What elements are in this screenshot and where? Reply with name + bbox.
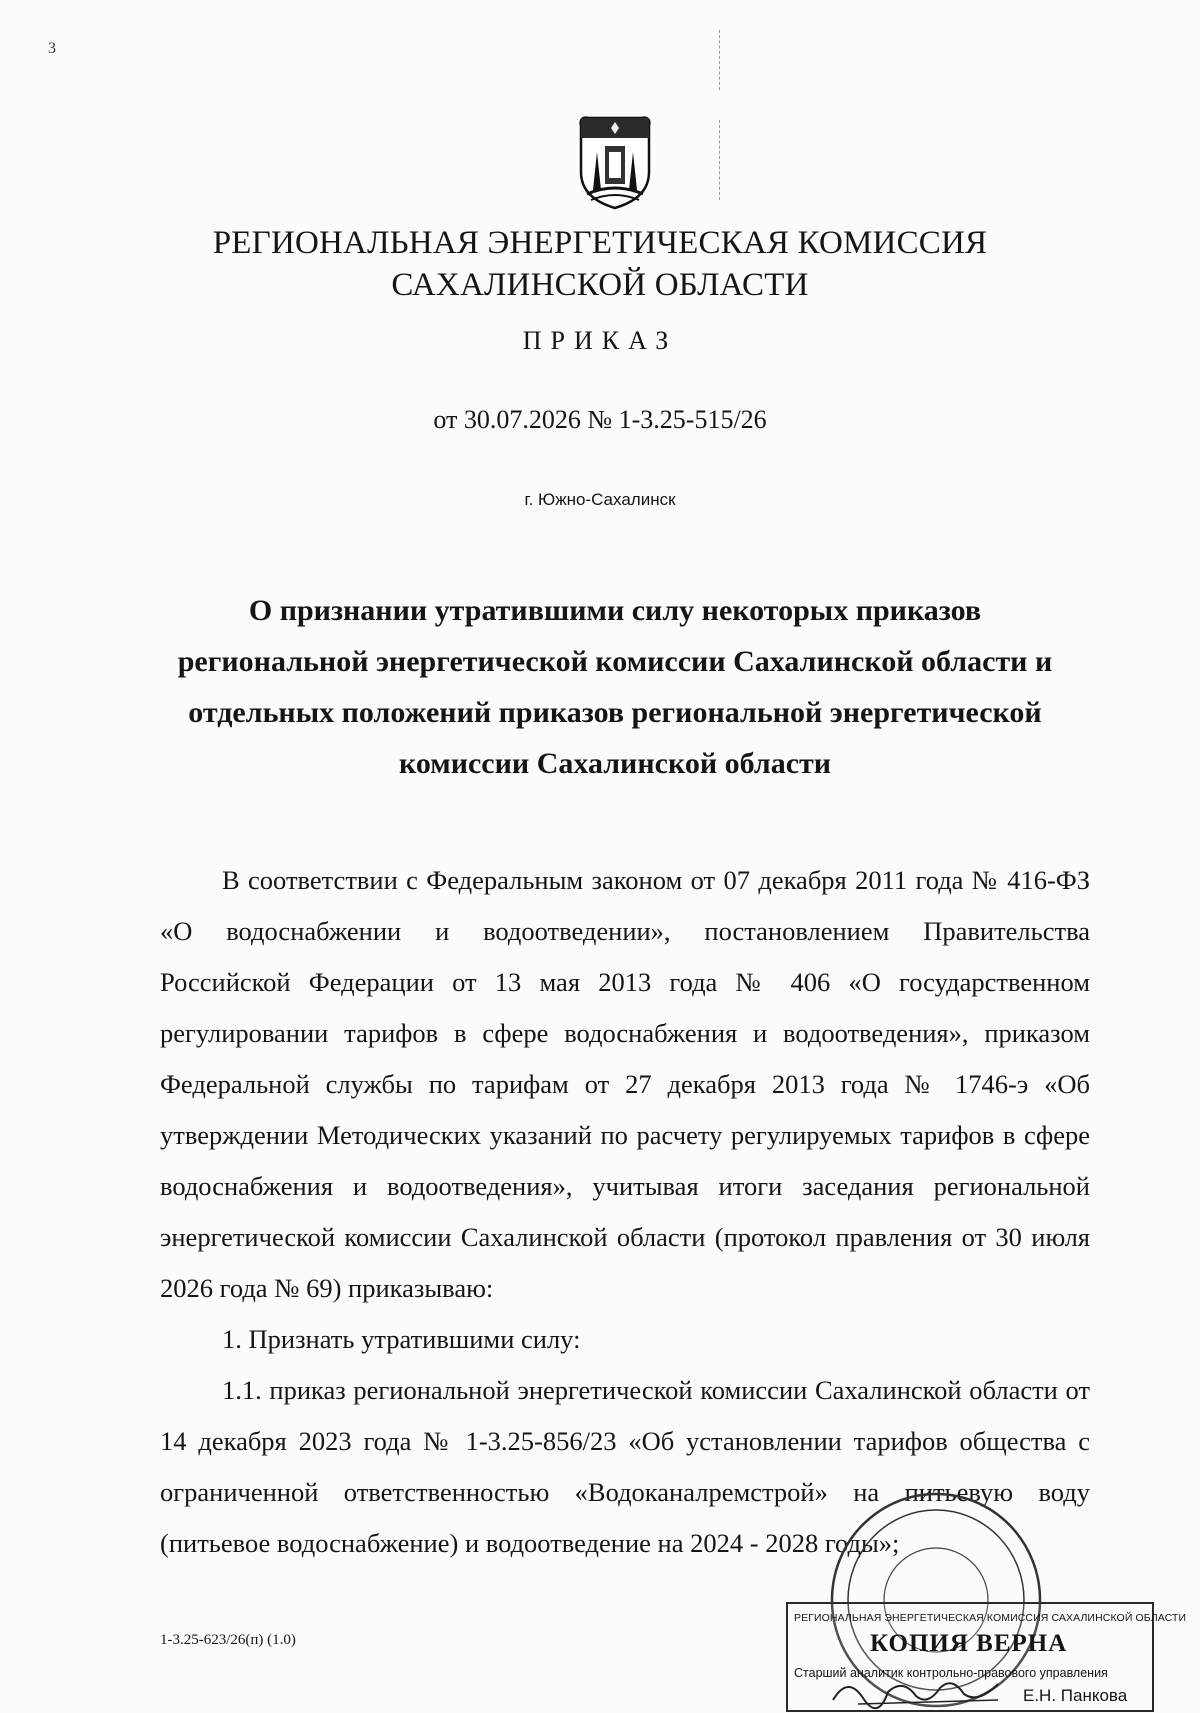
document-title-line2: региональной энергетической комиссии Сахалинской области и <box>177 645 1053 678</box>
body-paragraph-item1: 1. Признать утратившими силу: <box>222 1324 581 1354</box>
body-paragraph-preamble: В соответствии с Федеральным законом от 07 декабря 2011 года № 416-ФЗ «О водоснабжении и водоотведении», постановлением Правительства Российской Федерации от 13 мая 2013 года № 406 «О государственном регулировании тарифов в сфере водоснабжения и водоотведения», приказом Федеральной службы по тарифам от 27 декабря 2013 года № 1746-э «Об утверждении Методических указаний по расчету регулируемых тарифов в сфере водоснабжения и водоотведения», учитывая итоги заседания региональной энергетической комиссии Сахалинской области (протокол правления от 30 июля 2026 года № 69) приказываю: <box>160 865 1090 1303</box>
scan-artifact-line <box>719 30 720 90</box>
stamp-copy-label: КОПИЯ ВЕРНА <box>870 1630 1068 1657</box>
stamp-role: Старший аналитик контрольно-правового управления <box>794 1666 1108 1680</box>
stamp-signer-name: Е.Н. Панкова <box>1023 1686 1128 1705</box>
corner-mark: 3 <box>48 40 56 57</box>
handwritten-signature <box>828 1670 1018 1710</box>
document-title-line4: комиссии Сахалинской области <box>398 747 832 780</box>
coat-of-arms-emblem <box>575 112 655 212</box>
document-title-line1: О признании утратившими силу некоторых приказов <box>248 594 982 627</box>
stamp-organization: РЕГИОНАЛЬНАЯ ЭНЕРГЕТИЧЕСКАЯ КОМИССИЯ САХАЛИНСКОЙ ОБЛАСТИ <box>794 1612 1187 1624</box>
organization-title-line1: РЕГИОНАЛЬНАЯ ЭНЕРГЕТИЧЕСКАЯ КОМИССИЯ <box>212 225 988 261</box>
document-title-line3: отдельных положений приказов региональной энергетической <box>188 696 1042 729</box>
order-heading: ПРИКАЗ <box>522 326 678 355</box>
document-title <box>130 585 1100 789</box>
order-number: от 30.07.2026 № 1-3.25-515/26 <box>433 405 767 434</box>
scan-artifact-line <box>719 120 720 200</box>
certified-copy-stamp <box>786 1602 1187 1712</box>
document-body <box>160 855 1090 1569</box>
organization-title-line2: САХАЛИНСКОЙ ОБЛАСТИ <box>391 267 809 303</box>
body-paragraph-item1-1: 1.1. приказ региональной энергетической комиссии Сахалинской области от 14 декабря 2023 года № 1-3.25-856/23 «Об установлении тарифов общества с ограниченной ответственностью «Водоканалремстрой» на питьевую воду (питьевое водоснабжение) и водоотведение на 2024 - 2028 годы»; <box>160 1375 1090 1558</box>
document-code: 1-3.25-623/26(п) (1.0) <box>160 1632 296 1648</box>
city-line: г. Южно-Сахалинск <box>524 490 676 509</box>
organization-title <box>0 222 1200 306</box>
